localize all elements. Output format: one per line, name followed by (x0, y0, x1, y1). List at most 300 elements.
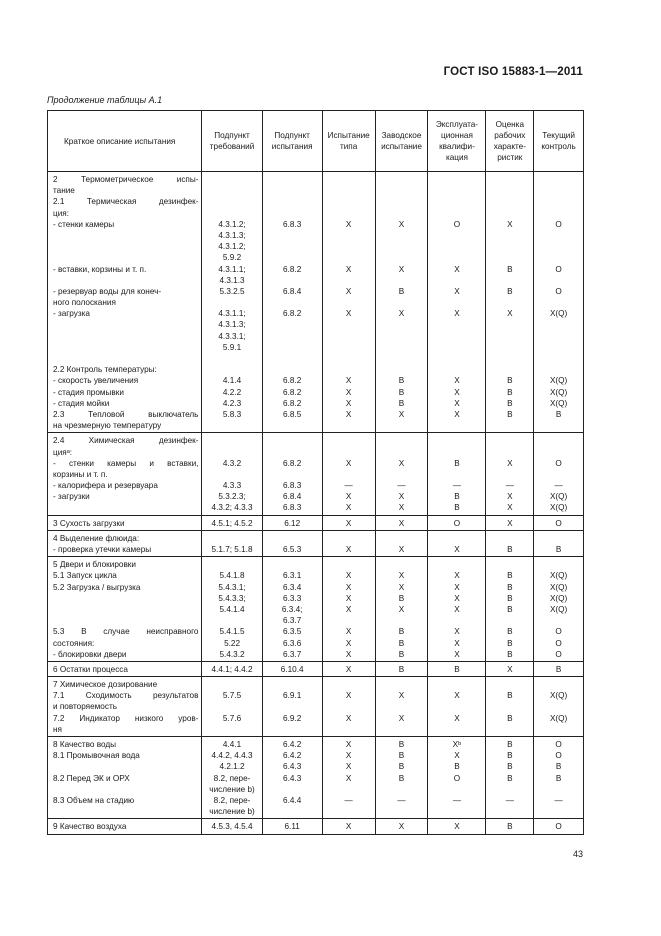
cell-line: B (398, 398, 405, 408)
cell-line (48, 230, 201, 241)
table-cell (428, 172, 486, 433)
cell-line (202, 297, 261, 308)
cell-line: X (345, 518, 352, 528)
cell-line (486, 353, 533, 364)
cell-line: и повторяемость (53, 702, 117, 712)
cell-line (202, 435, 261, 446)
cell-line: 6.3.4 (283, 582, 302, 592)
column-header-line: кация (445, 153, 468, 162)
cell-line: 5.8.3 (222, 409, 242, 419)
cell-line: B (507, 593, 513, 603)
cell-line (323, 230, 375, 241)
cell-line (323, 319, 375, 330)
cell-line (263, 679, 322, 690)
cell-line: O (555, 627, 562, 637)
column-header-line: рабочих (494, 131, 526, 140)
cell-line (428, 469, 485, 480)
table-cell (322, 433, 375, 515)
table-cell (48, 557, 202, 662)
column-header-line: ционная (441, 131, 473, 140)
cell-line (202, 420, 261, 431)
cell-line: 6.8.2 (283, 309, 302, 319)
cell-word: неисправного (146, 627, 199, 637)
cell-line: B (507, 649, 513, 659)
cell-line (428, 230, 485, 241)
cell-line: X(Q) (549, 604, 568, 614)
cell-line (376, 342, 428, 353)
cell-line (376, 724, 428, 735)
table-cell (428, 661, 486, 676)
table-cell (534, 172, 584, 433)
cell-line (534, 196, 583, 207)
table-cell (322, 530, 375, 556)
column-header (262, 111, 322, 172)
cell-line: B (555, 762, 562, 772)
cell-line: X (345, 309, 352, 319)
cell-line (428, 196, 485, 207)
cell-line (376, 364, 428, 375)
cell-line (376, 806, 428, 817)
cell-line: 4.2.3 (222, 398, 242, 408)
cell-line (263, 342, 322, 353)
cell-line: 5.1 Запуск цикла (53, 571, 117, 581)
cell-line: X (454, 545, 460, 554)
cell-line: 5.3.2.5 (219, 286, 245, 296)
cell-word: 2.1 (53, 197, 65, 207)
table-cell (375, 661, 428, 676)
cell-line: O (453, 518, 461, 528)
cell-line (376, 208, 428, 219)
table-cell (428, 819, 486, 834)
cell-line: 6.4.4 (283, 795, 302, 805)
cell-line (323, 364, 375, 375)
cell-line: X (507, 309, 513, 319)
cell-word: 7.2 (53, 713, 65, 723)
cell-line: 6.3.7 (283, 616, 302, 626)
cell-line: числение b) (209, 784, 255, 794)
cell-line: B (398, 387, 405, 397)
cell-line (323, 447, 375, 458)
cell-line: O (555, 751, 562, 761)
cell-line: 6.8.3 (283, 219, 302, 229)
table-cell (262, 557, 322, 662)
cell-line: X(Q) (549, 582, 568, 592)
table-cell (202, 737, 262, 819)
cell-line (534, 185, 583, 196)
cell-line (486, 533, 533, 544)
cell-line (428, 174, 485, 185)
table-cell (375, 819, 428, 834)
cell-line: 4.3.1.2; (218, 242, 246, 252)
cell-line (263, 331, 322, 342)
cell-word: уров- (178, 713, 199, 723)
cell-line: 6.3.4; (281, 604, 303, 614)
cell-line (376, 679, 428, 690)
table-cell (262, 530, 322, 556)
cell-line: 3 Сухость загрузки (53, 518, 125, 528)
cell-line (48, 331, 201, 342)
cell-line: 4.3.1.1; (218, 309, 246, 319)
cell-line (534, 469, 583, 480)
cell-word: Сходимость (85, 691, 132, 701)
cell-line (428, 342, 485, 353)
cell-line: — (344, 481, 353, 491)
column-header-line: Испытание (327, 131, 370, 140)
cell-line (376, 784, 428, 795)
cell-line (534, 559, 583, 570)
cell-line: X (398, 264, 405, 274)
table-row-group (48, 433, 584, 515)
cell-line: — (344, 795, 353, 805)
cell-line (534, 615, 583, 626)
cell-line: B (507, 627, 513, 637)
cell-line: 6.8.2 (283, 387, 302, 397)
cell-line (263, 559, 322, 570)
table-cell (202, 557, 262, 662)
cell-line: X(Q) (549, 713, 568, 723)
cell-line (428, 533, 485, 544)
cell-line: O (555, 458, 562, 468)
cell-line (202, 559, 261, 570)
cell-line: 5.3.2.3; (218, 492, 246, 502)
table-cell (428, 737, 486, 819)
cell-line: B (555, 545, 562, 554)
cell-line (263, 724, 322, 735)
cell-line (323, 353, 375, 364)
cell-line (534, 806, 583, 817)
cell-line (534, 784, 583, 795)
cell-line: X(Q) (549, 571, 568, 581)
cell-line (376, 241, 428, 252)
table-cell (202, 515, 262, 530)
cell-line: B (454, 664, 460, 674)
cell-line: состояния: (53, 638, 95, 648)
table-cell (534, 530, 584, 556)
cell-word: стенки (68, 458, 94, 468)
cell-line: 5.4.3.1; (218, 582, 246, 592)
table-cell (534, 557, 584, 662)
cell-line (263, 319, 322, 330)
cell-line: 6.8.3 (283, 503, 302, 513)
cell-line (202, 701, 261, 712)
cell-line (202, 364, 261, 375)
cell-line: X (507, 458, 513, 468)
cell-line: — (554, 481, 563, 491)
cell-line: X (454, 387, 460, 397)
cell-line: 8.3 Объем на стадию (53, 795, 135, 805)
cell-line (323, 342, 375, 353)
cell-line: X (454, 398, 460, 408)
cell-line: X (398, 492, 405, 502)
cell-line (534, 275, 583, 286)
cell-line: 6.3.6 (283, 638, 302, 648)
cell-line: 6.12 (284, 518, 301, 528)
cell-line: 6.4.2 (283, 740, 302, 749)
cell-line: 4.4.2, 4.4.3 (211, 751, 253, 761)
cell-line (263, 364, 322, 375)
cell-line: 5.2 Загрузка / выгрузка (53, 582, 141, 592)
cell-line: X (398, 604, 405, 614)
cell-line (48, 690, 201, 701)
cell-line: - вставки, корзины и т. п. (53, 264, 147, 274)
test-table (47, 110, 584, 835)
cell-line: 5.4.3.2 (219, 649, 245, 659)
cell-line (534, 319, 583, 330)
cell-line: 6.3.5 (283, 627, 302, 637)
cell-line: 6.8.3 (283, 481, 302, 491)
cell-word: Химическая (88, 436, 135, 446)
cell-line: B (398, 664, 405, 674)
cell-line: - проверка утечки камеры (53, 545, 152, 554)
cell-word: вставки, (167, 458, 199, 468)
cell-line (202, 174, 261, 185)
cell-line: B (398, 593, 405, 603)
cell-line (534, 679, 583, 690)
table-header-row (48, 111, 584, 172)
cell-line: ция: (53, 208, 69, 218)
cell-line (376, 615, 428, 626)
cell-line (48, 593, 201, 604)
cell-line: - загрузки (53, 492, 90, 502)
cell-line: X (454, 627, 460, 637)
table-row-group (48, 515, 584, 530)
column-header-line: Подпункт (274, 131, 310, 140)
cell-line (376, 297, 428, 308)
cell-line: X (345, 740, 352, 749)
cell-line: X (345, 571, 352, 581)
cell-line: X (398, 518, 405, 528)
column-header-line: контроль (541, 142, 576, 151)
cell-line (48, 174, 201, 185)
cell-line (323, 533, 375, 544)
cell-line (534, 331, 583, 342)
cell-line (376, 353, 428, 364)
cell-word: 5.3 (53, 627, 65, 637)
cell-line: O (555, 822, 562, 832)
cell-line: X(Q) (549, 503, 568, 513)
cell-line: — (452, 481, 462, 491)
cell-word: В (81, 627, 87, 637)
cell-line: B (398, 376, 405, 386)
cell-line (428, 559, 485, 570)
cell-line (202, 208, 261, 219)
cell-word: испы- (176, 175, 199, 184)
cell-line (428, 275, 485, 286)
table-cell (202, 530, 262, 556)
cell-line: 5.9.1 (222, 342, 242, 352)
cell-line: 6.10.4 (280, 664, 304, 674)
cell-line: - резервуар воды для конеч- (53, 286, 162, 296)
cell-line: X (345, 773, 352, 783)
cell-line (486, 615, 533, 626)
cell-line (323, 185, 375, 196)
cell-line (323, 559, 375, 570)
cell-line: X (454, 376, 460, 386)
cell-line (48, 502, 201, 513)
table-cell (486, 172, 534, 433)
cell-line (486, 230, 533, 241)
cell-line: — (397, 481, 406, 491)
cell-line (48, 458, 201, 469)
cell-line: X (345, 593, 352, 603)
cell-line (376, 559, 428, 570)
cell-line: B (454, 492, 460, 502)
table-row-group (48, 172, 584, 433)
table-cell (202, 433, 262, 515)
cell-line: X (454, 604, 460, 614)
cell-line: 7 Химическое дозирование (53, 680, 158, 690)
cell-line: 6.8.2 (283, 398, 302, 408)
cell-line: B (454, 503, 460, 513)
cell-line: X (454, 571, 460, 581)
cell-line (534, 447, 583, 458)
cell-line: 8 Качество воды (53, 740, 117, 749)
cell-line: 5.9.2 (222, 253, 242, 263)
cell-line (263, 784, 322, 795)
cell-line: X (454, 713, 460, 723)
cell-line: 4.3.1.3; (218, 230, 246, 240)
cell-line: - загрузка (53, 309, 90, 319)
table-cell (262, 172, 322, 433)
cell-line (428, 331, 485, 342)
cell-line: на чрезмерную температуру (53, 421, 162, 431)
cell-line: X (398, 691, 405, 701)
cell-line: X (345, 409, 352, 419)
cell-line: 6.3.3 (283, 593, 302, 603)
column-header-line: испытания (271, 142, 313, 151)
column-header-line: Заводское (381, 131, 422, 140)
cell-word: камеры (107, 458, 137, 468)
cell-line: 4 Выделение флюида: (53, 533, 140, 543)
column-header-line: типа (339, 142, 358, 151)
cell-word: случае (103, 627, 130, 637)
cell-line: 2.2 Контроль температуры: (53, 365, 157, 375)
cell-line: X (507, 664, 513, 674)
cell-line (428, 208, 485, 219)
cell-line (486, 208, 533, 219)
cell-line: B (398, 286, 405, 296)
table-row-group (48, 737, 584, 819)
cell-line: X (345, 713, 352, 723)
cell-line (263, 174, 322, 185)
cell-line: 6.8.4 (283, 286, 302, 296)
cell-line: B (507, 691, 513, 701)
cell-line (323, 275, 375, 286)
cell-line: X (454, 751, 460, 761)
cell-line: B (507, 582, 513, 592)
cell-line: B (555, 664, 562, 674)
table-cell (375, 557, 428, 662)
cell-line: X (454, 593, 460, 603)
cell-line (263, 447, 322, 458)
cell-line (48, 626, 201, 637)
table-cell (375, 530, 428, 556)
cell-line (323, 420, 375, 431)
table-row-group (48, 677, 584, 737)
cell-line (263, 806, 322, 817)
cell-word: низкого (134, 713, 164, 723)
cell-line (534, 724, 583, 735)
cell-line (323, 679, 375, 690)
table-cell (428, 530, 486, 556)
cell-line (48, 761, 201, 772)
cell-line: B (507, 387, 513, 397)
column-header (486, 111, 534, 172)
cell-line (202, 447, 261, 458)
cell-line: - калорифера и резервуара (53, 481, 158, 491)
table-cell (48, 661, 202, 676)
table-row-group (48, 557, 584, 662)
cell-line: B (555, 409, 562, 419)
table-cell (534, 433, 584, 515)
cell-line: X (398, 822, 405, 832)
cell-line (263, 230, 322, 241)
cell-line: 4.3.1.3 (219, 275, 245, 285)
column-header-line: Эксплуата- (435, 120, 479, 129)
cell-line: B (507, 604, 513, 614)
cell-line: B (454, 762, 460, 772)
cell-line (376, 435, 428, 446)
cell-line (202, 533, 261, 544)
table-cell (486, 677, 534, 737)
cell-line (202, 724, 261, 735)
cell-line (323, 252, 375, 263)
cell-line: Xᵇ (452, 740, 462, 749)
cell-line: O (555, 264, 562, 274)
cell-line (263, 241, 322, 252)
cell-line: 4.3.1.3; (218, 320, 246, 330)
cell-line: 5.7.5 (222, 691, 242, 701)
cell-line: ного полоскания (53, 298, 116, 308)
cell-line: 4.2.1.2 (219, 762, 245, 772)
cell-line: 6.9.1 (283, 691, 302, 701)
cell-line: X (454, 638, 460, 648)
cell-line: 5.22 (224, 638, 240, 648)
cell-line: X (454, 649, 460, 659)
cell-line: O (555, 219, 562, 229)
cell-line (263, 185, 322, 196)
cell-line (486, 331, 533, 342)
cell-line (486, 196, 533, 207)
cell-line: 6.4.3 (283, 773, 302, 783)
cell-line: X (345, 492, 352, 502)
cell-line: X(Q) (549, 309, 568, 319)
cell-line (486, 364, 533, 375)
cell-line (202, 469, 261, 480)
table-cell (486, 737, 534, 819)
cell-line: - стадия промывки (53, 387, 124, 397)
cell-line: X(Q) (549, 398, 568, 408)
cell-line (486, 447, 533, 458)
cell-line: B (507, 773, 513, 783)
cell-line: 9 Качество воздуха (53, 822, 127, 832)
table-cell (262, 677, 322, 737)
cell-line: 4.4.1 (222, 740, 242, 749)
cell-line (486, 806, 533, 817)
table-cell (262, 737, 322, 819)
cell-word: 2.4 (53, 436, 65, 446)
cell-line (323, 615, 375, 626)
cell-line: 6.4.3 (283, 762, 302, 772)
cell-line (428, 806, 485, 817)
cell-line: X (398, 571, 405, 581)
cell-line (323, 208, 375, 219)
cell-line (263, 420, 322, 431)
cell-line: X (398, 309, 405, 319)
cell-line (263, 252, 322, 263)
table-cell (322, 819, 375, 834)
column-header (48, 111, 202, 172)
